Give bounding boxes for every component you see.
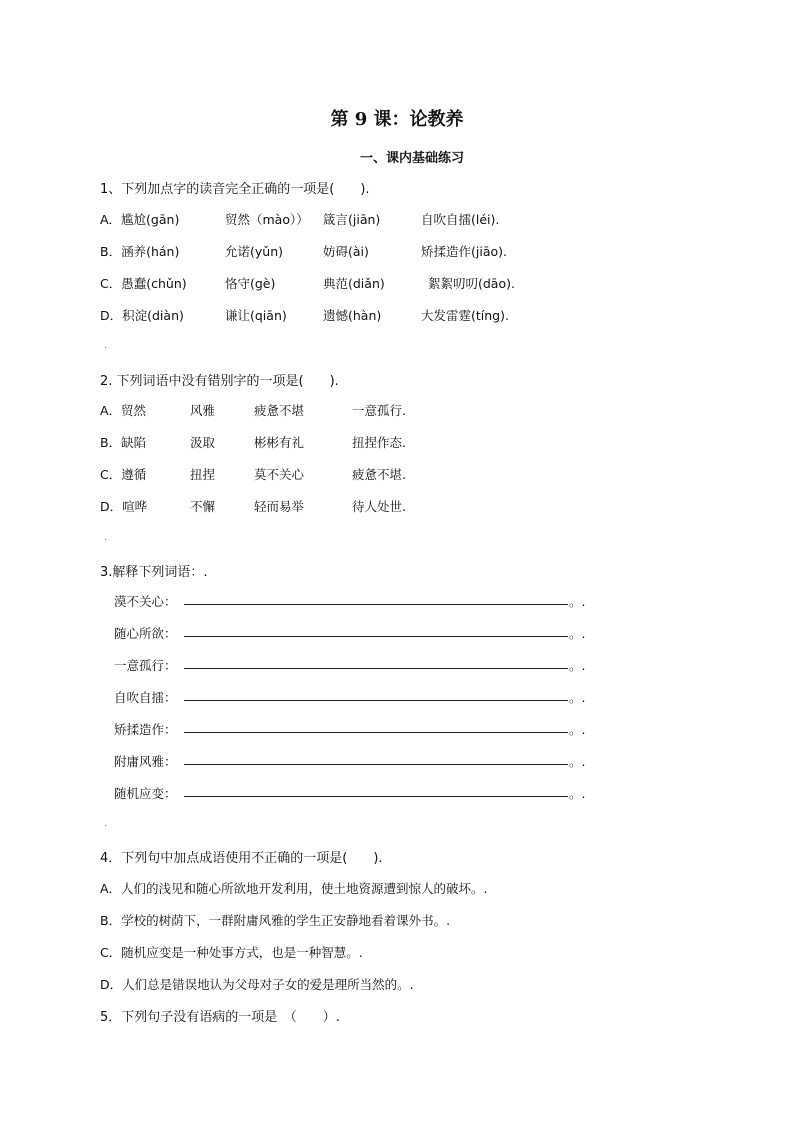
term-label: 矫揉造作： bbox=[114, 722, 177, 737]
option-cell: 谦让(qiān) bbox=[225, 308, 287, 323]
option-cell: 箴言(jiān) bbox=[323, 212, 381, 227]
option-cell: 疲惫不堪 bbox=[254, 403, 305, 418]
option-cell: A．贸然 bbox=[100, 403, 147, 418]
option-cell: 不懈 bbox=[190, 499, 216, 514]
line-end: 。. bbox=[569, 658, 586, 673]
term-label: 随心所欲： bbox=[114, 626, 177, 641]
term-label: 随机应变： bbox=[114, 786, 177, 801]
question-1-stem: 1、下列加点字的读音完全正确的一项是( ). bbox=[100, 182, 370, 197]
option-cell: 彬彬有礼 bbox=[254, 435, 305, 450]
option-line: C．随机应变是一种处事方式，也是一种智慧。. bbox=[100, 945, 363, 960]
option-cell: D．积淀(diàn) bbox=[100, 308, 184, 323]
option-cell: B．缺陷 bbox=[100, 435, 147, 450]
option-line: B．学校的树荫下，一群附庸风雅的学生正安静地看着课外书。. bbox=[100, 913, 451, 928]
option-cell: 汲取 bbox=[190, 435, 216, 450]
option-cell: C．愚蠢(chǔn) bbox=[100, 276, 187, 291]
option-cell: 遗憾(hàn) bbox=[323, 308, 382, 323]
answer-line[interactable] bbox=[184, 604, 568, 605]
option-cell: 允诺(yǔn) bbox=[225, 244, 283, 259]
option-cell: 一意孤行. bbox=[352, 403, 406, 418]
answer-line[interactable] bbox=[184, 700, 568, 701]
answer-line[interactable] bbox=[184, 732, 568, 733]
answer-line[interactable] bbox=[184, 796, 568, 797]
option-cell: 妨碍(ài) bbox=[323, 244, 369, 259]
answer-line[interactable] bbox=[184, 668, 568, 669]
option-cell: 矫揉造作(jiāo). bbox=[421, 244, 507, 259]
question-5-stem: 5．下列句子没有语病的一项是 （ ）. bbox=[100, 1010, 340, 1025]
line-end: 。. bbox=[569, 722, 586, 737]
question-2-stem: 2. 下列词语中没有错别字的一项是( ). bbox=[100, 374, 339, 389]
page-title: 第 9 课：论教养 bbox=[330, 109, 464, 130]
option-cell: 待人处世. bbox=[352, 499, 406, 514]
option-cell: 轻而易举 bbox=[254, 499, 305, 514]
question-4-stem: 4．下列句中加点成语使用不正确的一项是( ). bbox=[100, 851, 383, 866]
term-label: 附庸风雅： bbox=[114, 754, 177, 769]
option-cell: A．尴尬(gān) bbox=[100, 212, 180, 227]
paragraph-mark: . bbox=[104, 532, 108, 543]
option-cell: C．遵循 bbox=[100, 467, 147, 482]
option-line: D．人们总是错误地认为父母对子女的爱是理所当然的。. bbox=[100, 977, 414, 992]
term-label: 一意孤行： bbox=[114, 658, 177, 673]
option-cell: 扭捏作态. bbox=[352, 435, 406, 450]
paragraph-mark: . bbox=[104, 340, 108, 351]
option-cell: D．喧哗 bbox=[100, 499, 148, 514]
option-cell: 典范(diǎn) bbox=[323, 276, 385, 291]
section-heading: 一、课内基础练习 bbox=[359, 151, 464, 166]
option-cell: 疲惫不堪. bbox=[352, 467, 406, 482]
line-end: 。. bbox=[569, 690, 586, 705]
term-label: 自吹自擂： bbox=[114, 690, 177, 705]
option-cell: 大发雷霆(tíng). bbox=[421, 308, 509, 323]
line-end: 。. bbox=[569, 754, 586, 769]
option-cell: 莫不关心 bbox=[254, 467, 305, 482]
option-cell: 絮絮叨叨(dāo). bbox=[428, 276, 515, 291]
option-line: A．人们的浅见和随心所欲地开发利用，使土地资源遭到惊人的破坏。. bbox=[100, 881, 488, 896]
line-end: 。. bbox=[569, 626, 586, 641]
paragraph-mark: . bbox=[104, 818, 108, 829]
option-cell: 自吹自擂(léi). bbox=[421, 212, 500, 227]
option-cell: 风雅 bbox=[190, 403, 216, 418]
option-cell: 贸然（mào）） bbox=[225, 212, 309, 227]
answer-line[interactable] bbox=[184, 764, 568, 765]
line-end: 。. bbox=[569, 594, 586, 609]
option-cell: 恪守(gè) bbox=[225, 276, 276, 291]
answer-line[interactable] bbox=[184, 636, 568, 637]
question-3-stem: 3.解释下列词语：. bbox=[100, 565, 208, 580]
term-label: 漠不关心： bbox=[114, 594, 177, 609]
option-cell: B．涵养(hán) bbox=[100, 244, 180, 259]
option-cell: 扭捏 bbox=[190, 467, 216, 482]
line-end: 。. bbox=[569, 786, 586, 801]
